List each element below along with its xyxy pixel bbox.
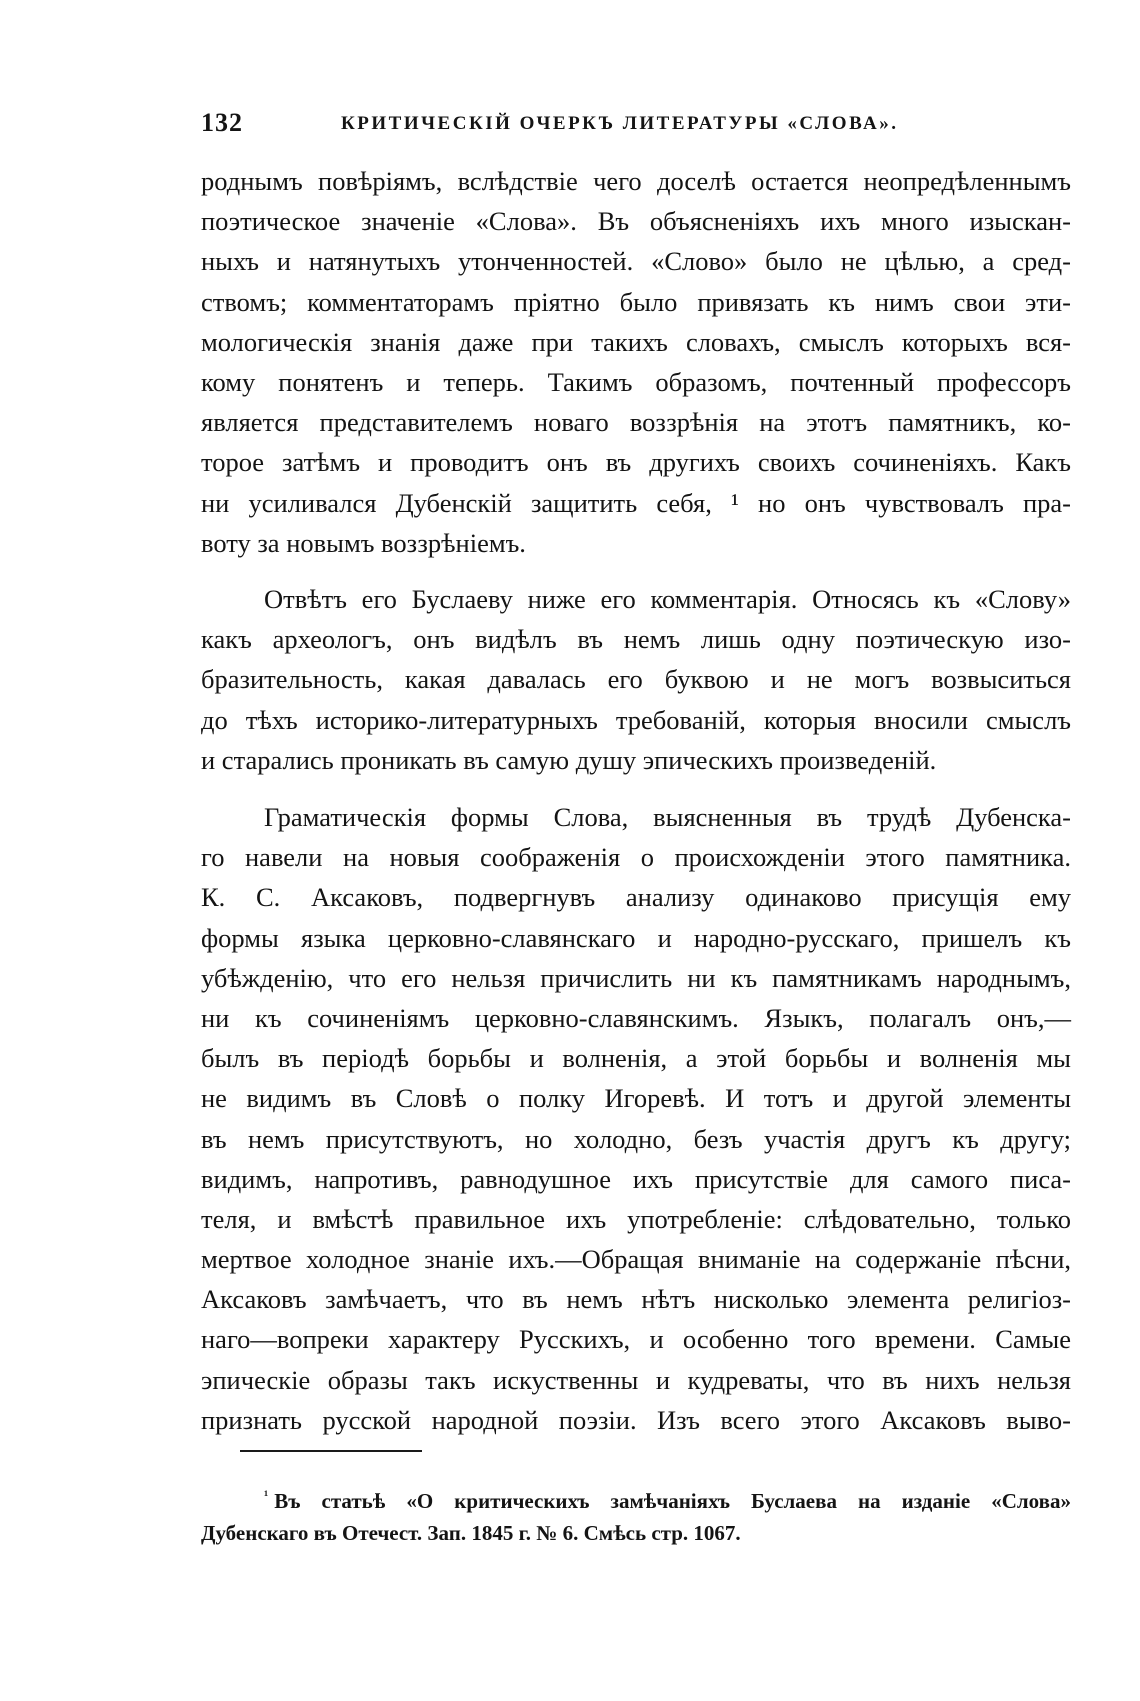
text-line: Граматическія формы Слова, выясненныя въ трудѣ Дубенска- (264, 802, 1071, 832)
running-title: КРИТИЧЕСКІЙ ОЧЕРКЪ ЛИТЕРАТУРЫ «СЛОВА». (341, 113, 899, 134)
text-line: кому понятенъ и теперь. Такимъ образомъ, почтенный профессоръ (201, 366, 1071, 397)
text-line: не видимъ въ Словѣ о полку Игоревѣ. И тотъ и другой элементы (201, 1083, 1071, 1114)
text-line: поэтическое значеніе «Слова». Въ объясненіяхъ ихъ много изыскан- (201, 206, 1071, 237)
text-line: наго—вопреки характеру Русскихъ, и особенно того времени. Самые (201, 1324, 1071, 1355)
text-line: го навели на новыя соображенія о происхожденіи этого памятника. (201, 842, 1071, 873)
text-line: былъ въ періодѣ борьбы и волненія, а этой борьбы и волненія мы (201, 1043, 1071, 1074)
text-line: и старались проникать въ самую душу эпическихъ произведеній. (201, 744, 937, 775)
footnote-text: Въ статьѣ «О критическихъ замѣчаніяхъ Буслаева на изданіе «Слова» (274, 1489, 1071, 1513)
text-line: мологическія знанія даже при такихъ словахъ, смыслъ которыхъ вся- (201, 326, 1071, 357)
text-line: ныхъ и натянутыхъ утонченностей. «Слово» было не цѣлью, а сред- (201, 246, 1071, 277)
text-line: теля, и вмѣстѣ правильное ихъ употребленіе: слѣдовательно, только (201, 1203, 1071, 1234)
text-line: формы языка церковно-славянскаго и народно-русскаго, пришелъ къ (201, 922, 1071, 953)
text-line: какъ археологъ, онъ видѣлъ въ немъ лишь одну поэтическую изо- (201, 624, 1071, 655)
text-line: бразительность, какая давалась его буквою и не могъ возвыситься (201, 664, 1071, 695)
text-line: эпическіе образы такъ искуственны и кудреваты, что въ нихъ нельзя (201, 1364, 1071, 1395)
text-line: ствомъ; комментаторамъ пріятно было привязать къ нимъ свои эти- (201, 286, 1071, 317)
footnote-line: Дубенскаго въ Отечест. Зап. 1845 г. № 6. Смѣсь стр. 1067. (201, 1521, 741, 1545)
text-line: торое затѣмъ и проводитъ онъ въ другихъ своихъ сочиненіяхъ. Какъ (201, 447, 1071, 478)
text-line: до тѣхъ историко-литературныхъ требованій, которыя вносили смыслъ (201, 704, 1071, 735)
page-number: 132 (201, 108, 243, 137)
text-line: убѣжденію, что его нельзя причислить ни къ памятникамъ народнымъ, (201, 962, 1071, 993)
text-line: видимъ, напротивъ, равнодушное ихъ присутствіе для самого писа- (201, 1163, 1071, 1194)
text-line: въ немъ присутствуютъ, но холодно, безъ участія другъ къ другу; (201, 1123, 1071, 1154)
text-line: Аксаковъ замѣчаетъ, что въ немъ нѣтъ нисколько элемента религіоз- (201, 1284, 1071, 1315)
running-head (201, 108, 1071, 144)
footnote-mark: ¹ (264, 1489, 269, 1504)
text-line: является представителемъ новаго воззрѣнія на этотъ памятникъ, ко- (201, 407, 1071, 438)
paragraph-1 (201, 161, 1071, 563)
text-line: Отвѣтъ его Буслаеву ниже его комментарія. Относясь къ «Слову» (264, 584, 1071, 614)
footnote-line (201, 1479, 1071, 1515)
text-line: ни усиливался Дубенскій защитить себя, ¹ но онъ чувствовалъ пра- (201, 487, 1071, 518)
text-line: признать русской народной поэзіи. Изъ всего этого Аксаковъ выво- (201, 1404, 1071, 1435)
paragraph-2 (201, 579, 1071, 780)
text-line: воту за новымъ воззрѣніемъ. (201, 527, 526, 558)
text-line: мертвое холодное знаніе ихъ.—Обращая вниманіе на содержаніе пѣсни, (201, 1244, 1071, 1275)
text-line: К. С. Аксаковъ, подвергнувъ анализу одинаково присущія ему (201, 882, 1071, 913)
footnote-divider (240, 1450, 422, 1452)
text-line: ни къ сочиненіямъ церковно-славянскимъ. Языкъ, полагалъ онъ,— (201, 1002, 1071, 1033)
footnote (201, 1479, 1071, 1551)
text-line: роднымъ повѣріямъ, вслѣдствіе чего доселѣ остается неопредѣленнымъ (201, 166, 1071, 196)
paragraph-3 (201, 797, 1071, 1440)
